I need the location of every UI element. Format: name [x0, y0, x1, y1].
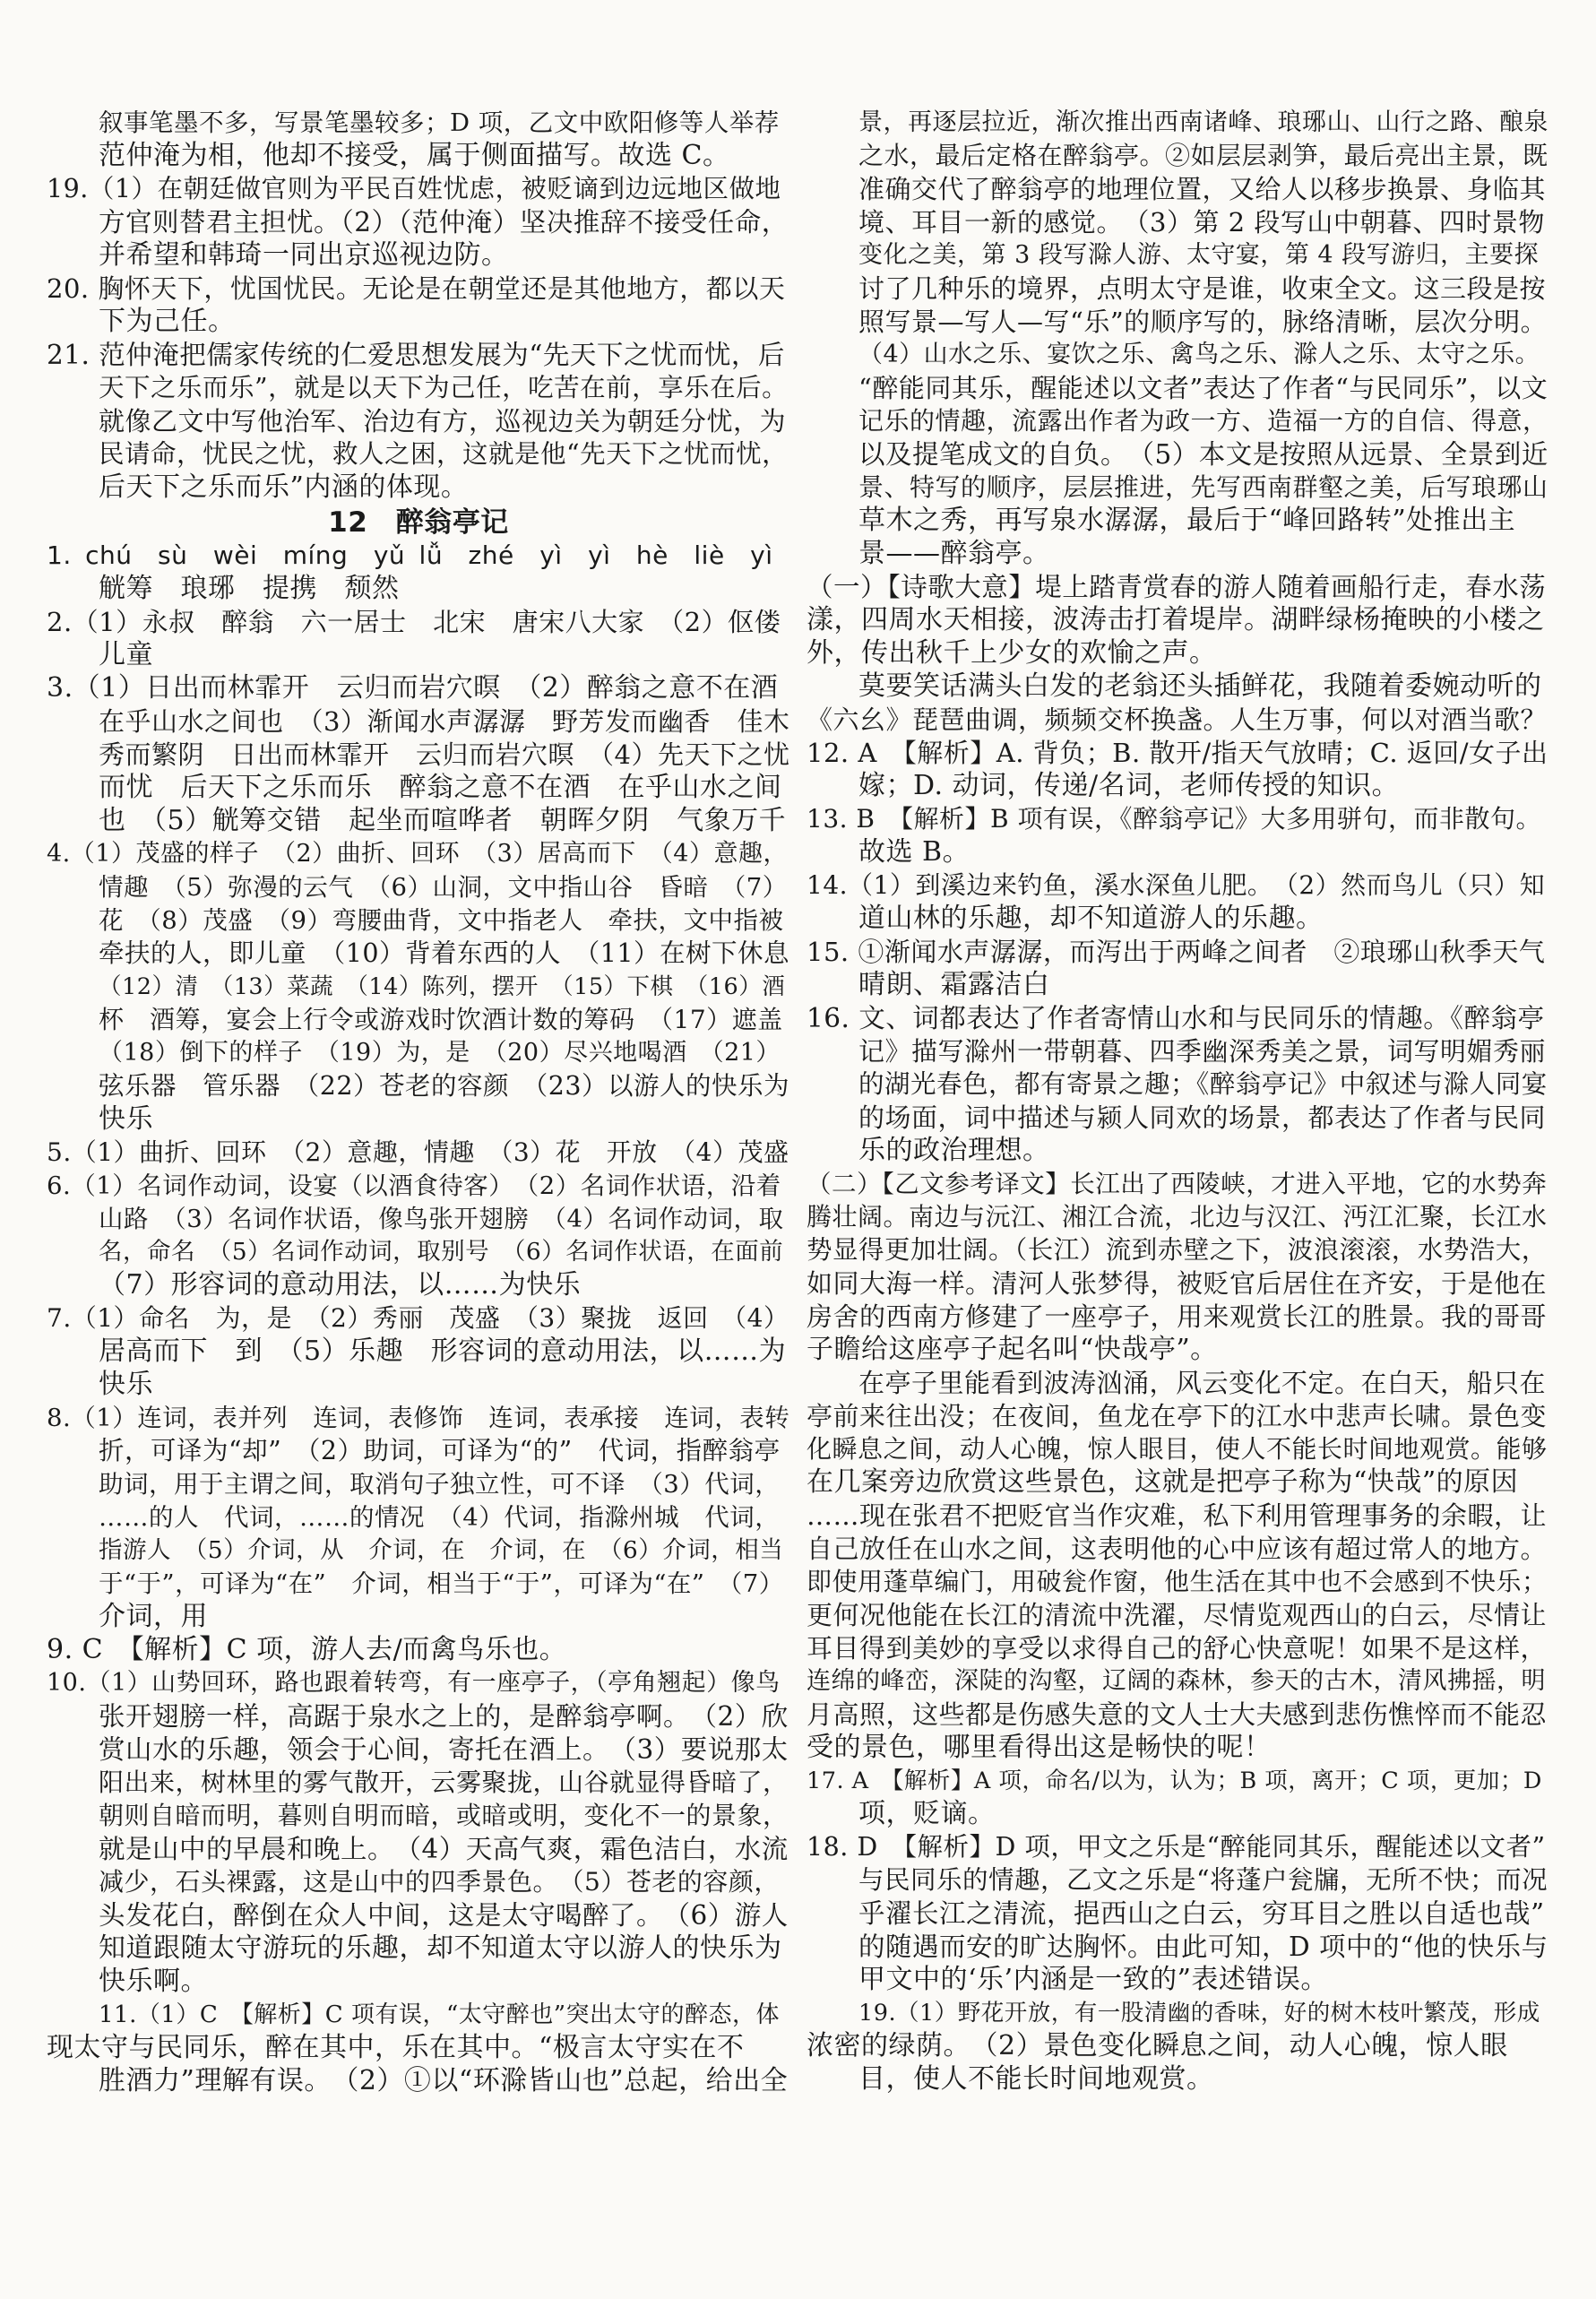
text-line: 胜酒力”理解有误。 （2）①以“环滁皆山也”总起，给出全: [99, 2065, 789, 2096]
text-line: 18. D 【解析】D 项，甲文之乐是“醉能同其乐，醒能述以文者”: [807, 1832, 1546, 1862]
text-line: 受的景色，哪里看得出这是畅快的呢！: [807, 1732, 1272, 1763]
text-line: 秀而繁阴 日出而林霏开 云归而岩穴暝 （4）先天下之忧: [99, 739, 790, 770]
text-line: 介词，用: [99, 1601, 208, 1632]
text-line: 子瞻给这座亭子起名叫“快哉亭”。: [807, 1334, 1218, 1365]
text-line: （一）【诗歌大意】堤上踏青赏春的游人随着画船行走，春水荡: [807, 572, 1547, 602]
text-line: （7）形容词的意动用法，以……为快乐: [99, 1269, 582, 1301]
text-line: 19.（1）野花开放，有一股清幽的香味，好的树木枝叶繁茂，形成: [858, 2000, 1540, 2027]
text-line: 4.（1）茂盛的样子 （2）曲折、回环 （3）居高而下 （4）意趣，: [47, 840, 788, 868]
text-line: 居高而下 到 （5）乐趣 形容词的意动用法，以……为: [99, 1335, 787, 1367]
text-line: 耳目得到美妙的享受以求得自己的舒心快意呢！如果不是这样，: [807, 1633, 1548, 1664]
text-line: 也 （5）觥筹交错 起坐而喧哗者 朝晖夕阴 气象万千: [99, 805, 787, 836]
text-line: 后天下之乐而乐”内涵的体现。: [99, 471, 469, 503]
text-line: 腾壮阔。南边与沅江、湘江合流，北边与汉江、沔江汇聚，长江水: [807, 1202, 1548, 1232]
text-line: 景，再逐层拉近，渐次推出西南诸峰、琅琊山、山行之路、酿泉: [858, 108, 1549, 136]
text-line: 景——醉翁亭。: [858, 538, 1050, 569]
text-line: 快乐: [99, 1369, 153, 1400]
text-line: 弦乐器 管乐器 （22）苍老的容颜 （23）以游人的快乐为: [99, 1071, 790, 1101]
text-line: 项，贬谪。: [858, 1798, 996, 1829]
text-line: 就像乙文中写他治军、治边有方，巡视边关为朝廷分忧，为: [99, 406, 787, 436]
text-line: 朝则自暗而明，暮则自明而暗，或暗或明，变化不一的景象，: [99, 1801, 789, 1830]
text-line: 就是山中的早晨和晚上。 （4）天高气爽，霜色洁白，水流: [99, 1834, 789, 1864]
text-line: 记》描写滁州一带朝暮、四季幽深秀美之景，词写明媚秀丽: [858, 1036, 1547, 1067]
text-line: 嫁；D. 动词，传递/名词，老师传授的知识。: [858, 770, 1400, 801]
text-line: 月高照，这些都是伤感失意的文人士大夫感到悲伤憔悴而不能忍: [807, 1699, 1548, 1730]
text-line: 而忧 后天下之乐而乐 醉翁之意不在酒 在乎山水之间: [99, 772, 782, 803]
text-line: 知道跟随太守游玩的乐趣，却不知道太守以游人的快乐为: [99, 1932, 782, 1964]
text-line: 乎濯长江之清流，挹西山之白云，穷耳目之胜以自适也哉”: [858, 1898, 1545, 1929]
text-line: 10.（1）山势回环，路也跟着转弯，有一座亭子，（亭角翘起）像鸟: [47, 1669, 781, 1697]
text-line: 照写景—写人—写“乐”的顺序写的，脉络清晰，层次分明。: [858, 307, 1548, 337]
text-line: 连绵的峰峦，深陡的沟壑，辽阔的森林，参天的古木，清风拂摇，明: [807, 1667, 1546, 1695]
text-line: 境、耳目一新的感觉。 （3）第 2 段写山中朝暮、四时景物: [858, 207, 1545, 238]
text-line: 于“于”，可译为“在” 介词，相当于“于”，可译为“在” （7）: [99, 1569, 784, 1598]
text-line: 房舍的西南方修建了一座亭子，用来观赏长江的胜景。我的哥哥: [807, 1301, 1548, 1332]
text-line: 记乐的情趣，流露出作者为政一方、造福一方的自信、得意，: [858, 406, 1549, 436]
text-line: 杯 酒筹，宴会上行令或游戏时饮酒计数的筹码 （17）遮盖: [99, 1005, 783, 1034]
text-line: 减少，石头裸露，这是山中的四季景色。 （5）苍老的容颜，: [99, 1867, 780, 1897]
text-line: 故选 B。: [858, 836, 971, 868]
text-line: 方官则替君主担忧。（2）（范仲淹）坚决推辞不接受任命，: [99, 207, 789, 238]
text-line: 在几案旁边欣赏这些景色，这就是把亭子称为“快哉”的原因: [807, 1466, 1519, 1498]
text-line: “醉能同其乐，醒能述以文者”表达了作者“与民同乐”，以文: [858, 373, 1549, 403]
text-line: 并希望和韩琦一同出京巡视边防。: [99, 239, 509, 271]
text-line: 莫要笑话满头白发的老翁还头插鲜花，我随着委婉动听的: [858, 670, 1542, 702]
text-line: 以及提笔成文的自负。 （5）本文是按照从远景、全景到近: [858, 439, 1549, 470]
text-line: 名，命名 （5）名词作动词，取别号 （6）名词作状语，在面前: [99, 1238, 784, 1266]
text-line: 道山林的乐趣，却不知道游人的乐趣。: [858, 903, 1324, 934]
text-line: 19.（1）在朝廷做官则为平民百姓忧虑，被贬谪到边远地区做地: [47, 174, 781, 203]
text-line: 在亭子里能看到波涛汹涌，风云变化不定。在白天，船只在: [858, 1368, 1547, 1398]
text-line: 折，可译为“却” （2）助词，可译为“的” 代词，指醉翁亭: [99, 1436, 781, 1465]
text-line: 指游人 （5）介词，从 介词，在 介词，在 （6）介词，相当: [99, 1536, 784, 1564]
text-line: 《六幺》琵琶曲调，频频交杯换盏。人生万事，何以对酒当歌？: [807, 704, 1548, 735]
text-line: 亭前来往出没；在夜间，鱼龙在亭下的江水中悲声长啸。景色变: [807, 1401, 1548, 1431]
text-line: 甲文中的‘乐’内涵是一致的”表述错误。: [858, 1964, 1328, 1995]
text-line: 之水，最后定格在醉翁亭。②如层层剥笋，最后亮出主景，既: [858, 141, 1549, 170]
text-line: 目，使人不能长时间地观赏。: [858, 2063, 1214, 2095]
text-line: 漾，四周水天相接，波涛击打着堤岸。湖畔绿杨掩映的小楼之: [807, 604, 1545, 635]
text-line: 的场面，词中描述与颍人同欢的场景，都表达了作者与民同: [858, 1102, 1547, 1133]
text-line: 8.（1）连词，表并列 连词，表修饰 连词，表承接 连词，表转: [47, 1404, 790, 1432]
text-line: 民请命，忧民之忧，救人之困，这就是他“先天下之忧而忧，: [99, 439, 789, 469]
text-line: 21. 范仲淹把儒家传统的仁爱思想发展为“先天下之忧而忧，后: [47, 340, 785, 370]
text-line: 11.（1）C 【解析】C 项有误，“太守醉也”突出太守的醉态，体: [99, 2001, 781, 2028]
text-line: 17. A 【解析】A 项，命名/以为，认为；B 项，离开；C 项，更加；D: [807, 1767, 1542, 1794]
text-line: 14.（1）到溪边来钓鱼，溪水深鱼儿肥。 （2）然而鸟儿（只）知: [807, 870, 1546, 900]
text-line: 自己放任在山水之间，这表明他的心中应该有超过常人的地方。: [807, 1534, 1548, 1564]
text-line: 花 （8）茂盛 （9）弯腰曲背，文中指老人 牵扶，文中指被: [99, 906, 784, 935]
text-line: 的湖光春色，都有寄景之趣；《醉翁亭记》中叙述与滁人同宴: [858, 1069, 1548, 1099]
section-title: 12 醉翁亭记: [328, 506, 509, 539]
text-line: 势显得更加壮阔。（长江）流到赤壁之下，波浪滚滚，水势浩大，: [807, 1235, 1548, 1265]
text-line: 变化之美，第 3 段写滁人游、太守宴，第 4 段写游归，主要探: [858, 241, 1540, 269]
text-line: 外，传出秋千上少女的欢愉之声。: [807, 637, 1217, 669]
text-line: 情趣 （5）弥漫的云气 （6）山洞，文中指山谷 昏暗 （7）: [99, 873, 788, 902]
text-line: ……的人 代词，……的情况 （4）代词，指滁州城 代词，: [99, 1503, 781, 1532]
text-line: 阳出来，树林里的雾气散开，云雾聚拢，山谷就显得昏暗了，: [99, 1767, 789, 1797]
text-line: 如同大海一样。清河人张梦得，被贬官后居住在齐安，于是他在: [807, 1268, 1548, 1299]
text-line: 晴朗、霜露洁白: [858, 969, 1050, 1000]
text-line: 在乎山水之间也 （3）渐闻水声潺潺 野芳发而幽香 佳木: [99, 706, 790, 737]
text-line: 讨了几种乐的境界，点明太守是谁，收束全文。这三段是按: [858, 273, 1547, 304]
text-line: 头发花白，醉倒在众人中间，这是太守喝醉了。 （6）游人: [99, 1900, 789, 1931]
text-line: 快乐啊。: [99, 1966, 208, 1997]
text-line: （18）倒下的样子 （19）为，是 （20）尽兴地喝酒 （21）: [99, 1039, 781, 1067]
text-line: 叙事笔墨不多，写景笔墨较多；D 项，乙文中欧阳修等人举荐: [99, 108, 780, 137]
text-line: 助词，用于主谓之间，取消句子独立性，可不译 （3）代词，: [99, 1470, 781, 1499]
text-line: 山路 （3）名词作状语，像鸟张开翅膀 （4）名词作动词，取: [99, 1205, 784, 1233]
text-line: 12. A 【解析】A. 背负；B. 散开/指天气放晴；C. 返回/女子出: [807, 738, 1549, 768]
text-line: 20. 胸怀天下，忧国忧民。无论是在朝堂还是其他地方，都以天: [47, 273, 786, 304]
text-line: 准确交代了醉翁亭的地理位置，又给人以移步换景、身临其: [858, 174, 1547, 204]
text-line: 草木之秀，再写泉水潺潺，最后于“峰回路转”处推出主: [858, 505, 1516, 536]
text-line: 景、特写的顺序，层层推进，先写西南群壑之美，后写琅琊山: [858, 472, 1549, 502]
text-line: 儿童: [99, 639, 153, 670]
text-line: 张开翅膀一样，高踞于泉水之上的，是醉翁亭啊。 （2）欣: [99, 1701, 789, 1732]
text-line: 6.（1）名词作动词，设宴（以酒食待客） （2）名词作状语，沿着: [47, 1171, 781, 1200]
text-line: （4）山水之乐、宴饮之乐、禽鸟之乐、滁人之乐、太守之乐。: [858, 341, 1540, 368]
pinyin-line: 1. chú sù wèi míng yǔ lǚ zhé yì yì hè liè yì: [47, 540, 773, 570]
text-line: 9. C 【解析】C 项，游人去/而禽鸟乐也。: [47, 1634, 567, 1665]
text-line: 天下之乐而乐”，就是以天下为己任，吃苦在前，享乐在后。: [99, 373, 789, 402]
text-line: 的随遇而安的旷达胸怀。由此可知，D 项中的“他的快乐与: [858, 1932, 1549, 1962]
text-line: 范仲淹为相，他却不接受，属于侧面描写。故选 C。: [99, 140, 730, 171]
text-line: 16. 文、词都表达了作者寄情山水和与民同乐的情趣。《醉翁亭: [807, 1003, 1545, 1033]
text-line: 下为己任。: [99, 306, 236, 337]
text-line: 现太守与民同乐，醉在其中，乐在其中。“极言太守实在不: [47, 2032, 745, 2063]
text-line: ……现在张君不把贬官当作灾难，私下利用管理事务的余暇，让: [807, 1500, 1548, 1531]
text-line: 快乐: [99, 1103, 153, 1135]
text-line: 5.（1）曲折、回环 （2）意趣，情趣 （3）花 开放 （4）茂盛: [47, 1137, 789, 1167]
text-line: 即使用蓬草编门，用破瓮作窗，他生活在其中也不会感到不快乐；: [807, 1567, 1548, 1596]
text-line: 化瞬息之间，动人心魄，惊人眼目，使人不能长时间地观赏。能够: [807, 1434, 1548, 1464]
text-line: 13. B 【解析】B 项有误，《醉翁亭记》大多用骈句，而非散句。: [807, 804, 1541, 834]
text-line: 7.（1）命名 为，是 （2）秀丽 茂盛 （3）聚拢 返回 （4）: [47, 1303, 789, 1333]
text-line: 赏山水的乐趣，领会于心间，寄托在酒上。 （3）要说那太: [99, 1734, 789, 1765]
text-line: （12）清 （13）菜蔬 （14）陈列，摆开 （15）下棋 （16）酒: [99, 973, 786, 1000]
text-line: 乐的政治理想。: [858, 1135, 1050, 1166]
text-line: （二）【乙文参考译文】长江出了西陵峡，才进入平地，它的水势奔: [807, 1170, 1548, 1198]
text-line: 牵扶的人，即儿童 （10）背着东西的人 （11）在树下休息: [99, 938, 790, 968]
text-line: 2.（1）永叔 醉翁 六一居士 北宋 唐宋八大家 （2）伛偻: [47, 607, 781, 637]
text-line: 浓密的绿荫。 （2）景色变化瞬息之间，动人心魄，惊人眼: [807, 2030, 1508, 2061]
text-line: 与民同乐的情趣，乙文之乐是“将蓬户瓮牖，无所不快；而况: [858, 1865, 1549, 1895]
text-line: 更何况他能在长江的清流中洗濯，尽情览观西山的白云，尽情让: [807, 1600, 1548, 1630]
text-line: 15. ①渐闻水声潺潺，而泻出于两峰之间者 ②琅琊山秋季天气: [807, 937, 1546, 967]
text-line: 觥筹 琅琊 提携 颓然: [99, 573, 400, 604]
text-line: 3.（1）日出而林霏开 云归而岩穴暝 （2）醉翁之意不在酒: [47, 672, 779, 704]
